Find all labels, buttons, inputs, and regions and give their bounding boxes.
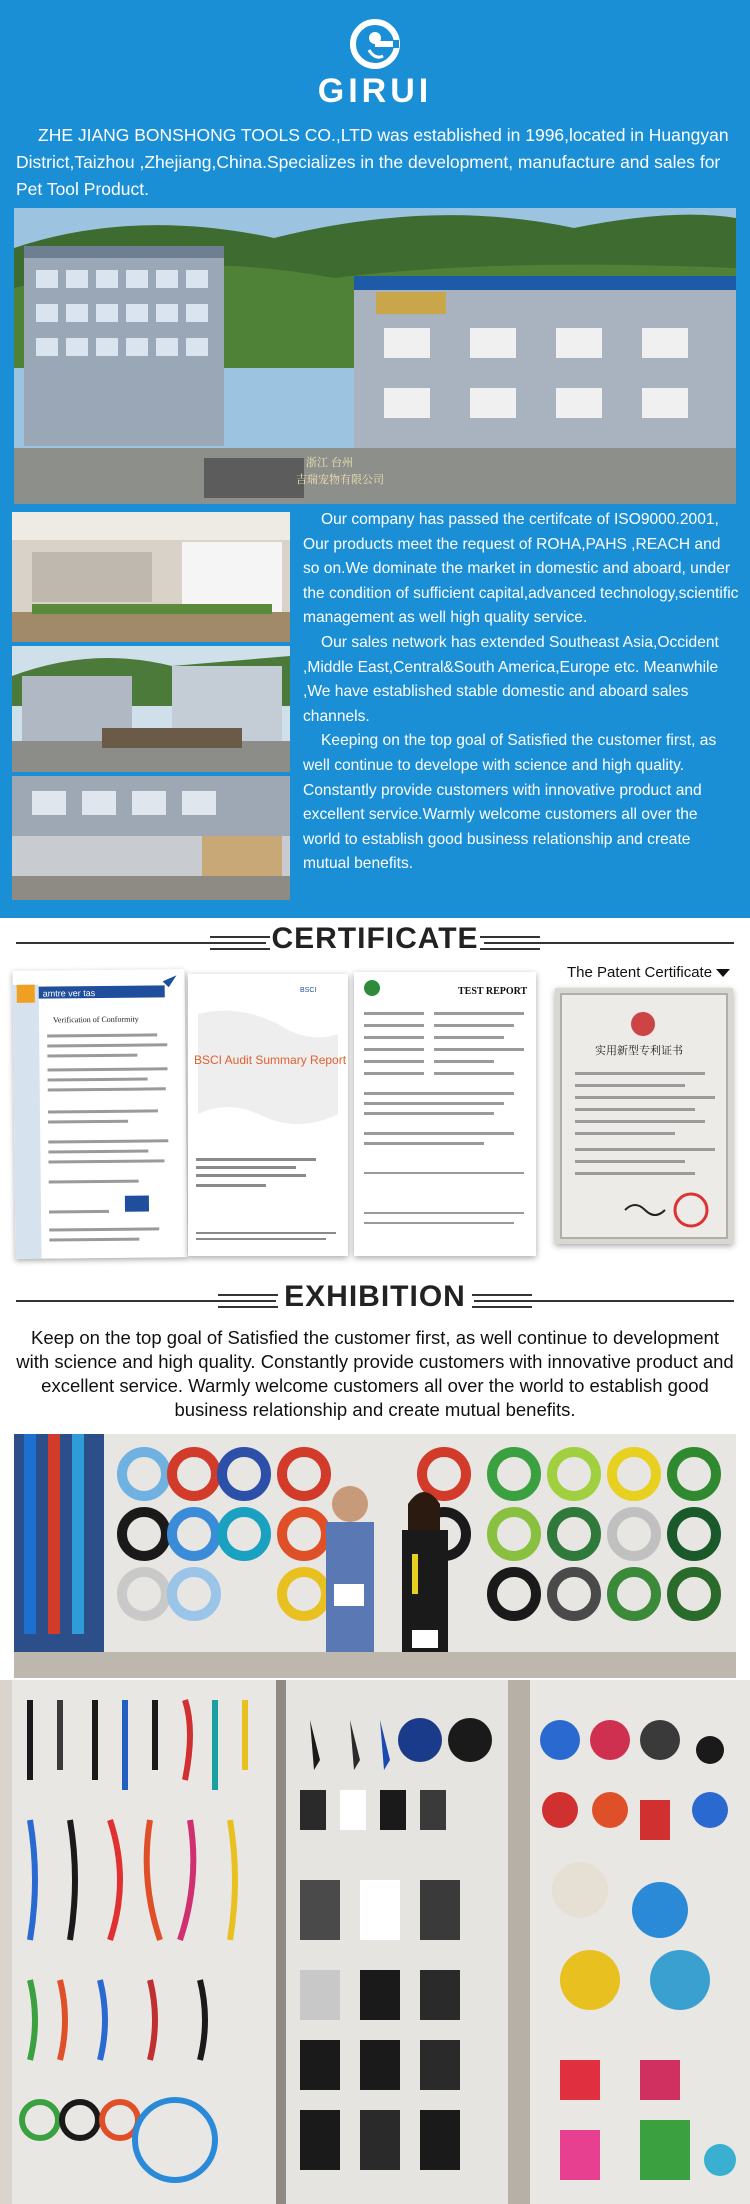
brand-logo xyxy=(0,18,750,111)
certificate-verification xyxy=(12,969,187,1259)
certificate-test-report xyxy=(354,972,536,1256)
exhibition-text: Keep on the top goal of Satisfied the customer first, as well continue to development with science and high quality. Constantly provide customers with innovative product and excellent service. Warmly welcome customers all over the world to establish good business relationship and create mutual benefits. xyxy=(16,1327,734,1420)
exhibition-title: EXHIBITION xyxy=(284,1280,466,1313)
certificate-bsci xyxy=(188,974,348,1256)
factory-gate-photo xyxy=(12,646,290,772)
cert4-title: 实用新型专利证书 xyxy=(595,1045,683,1057)
factory-sign-line2: 吉瑞宠物有限公司 xyxy=(296,474,384,486)
exhibition-header xyxy=(0,1280,750,1320)
certificate-header xyxy=(0,922,750,962)
exhibition-booth-photo xyxy=(14,1434,736,1678)
dropdown-triangle-icon xyxy=(716,969,730,977)
certificate-title: CERTIFICATE xyxy=(271,922,479,955)
patent-certificate-label: The Patent Certificate xyxy=(567,964,730,981)
factory-sign-line1: 浙江 台州 xyxy=(306,457,354,469)
cert2-brand: BSCI xyxy=(300,987,317,994)
cert1-title: Verification of Conformity xyxy=(52,1014,139,1025)
cert2-title: BSCI Audit Summary Report xyxy=(194,1053,347,1067)
office-photo xyxy=(12,512,290,642)
company-paragraph-1: Our company has passed the certifcate of ISO9000.2001, Our products meet the request of ROHA,PAHS ,REACH and so on.We dominate the market in domestic and aboard, under the condition of sufficient capital,advanced technology,scientific management as well high quality service. xyxy=(303,511,739,627)
cert3-title: TEST REPORT xyxy=(458,986,528,997)
cert1-brand: amtre ver tas xyxy=(42,988,96,999)
patent-certificate xyxy=(555,988,733,1244)
warehouse-photo xyxy=(12,776,290,900)
brand-name: GIRUI xyxy=(317,72,433,110)
company-intro-text: ZHE JIANG BONSHONG TOOLS CO.,LTD was established in 1996,located in Huangyan District,Taizhou ,Zhejiang,China.Specializes in the development, manufacture and sales for Pet Tool Product. xyxy=(16,125,729,199)
factory-photo xyxy=(14,208,736,504)
company-paragraph-3: Keeping on the top goal of Satisfied the customer first, as well continue to develope with science and high quality. Constantly provide customers with innovative product and excellent service.Warmly welcome customers all over the world to establish good business relationship and create mutual benefits. xyxy=(303,732,717,873)
girui-logo-icon xyxy=(345,18,405,70)
product-display-wall-photo xyxy=(0,1680,750,2204)
company-details xyxy=(303,508,739,877)
company-paragraph-2: Our sales network has extended Southeast Asia,Occident ,Middle East,Central&South America,Europe etc. Meanwhile ,We have established stable domestic and aboard sales channels. xyxy=(303,633,719,725)
